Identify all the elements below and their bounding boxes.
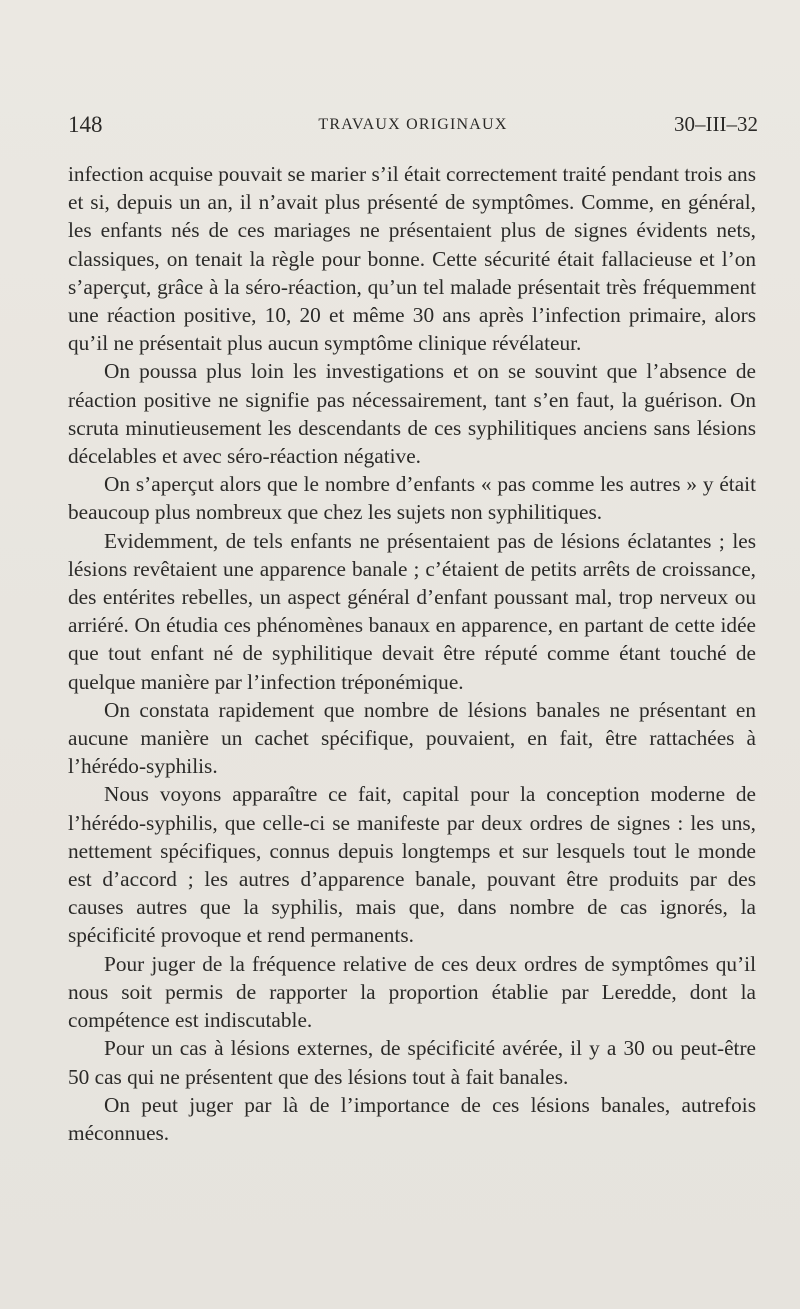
running-head: [68, 112, 758, 144]
paragraph: Pour juger de la fréquence relative de ces deux ordres de symptômes qu’il nous soit permis de rapporter la proportion établie par Leredde, dont la compétence est indiscutable.: [68, 951, 756, 1033]
paragraph: On peut juger par là de l’importance de ces lésions banales, autrefois méconnues.: [68, 1092, 756, 1145]
paragraph: On constata rapidement que nombre de lésions banales ne présentant en aucune manière un cachet spécifique, pouvaient, en fait, être rattachées à l’hérédo-syphilis.: [68, 697, 756, 779]
paragraph: On s’aperçut alors que le nombre d’enfants « pas comme les autres » y était beaucoup plus nombreux que chez les sujets non syphilitiques.: [68, 472, 756, 525]
paragraph: On poussa plus loin les investigations et on se souvint que l’absence de réaction positive ne signifie pas nécessairement, tant s’en faut, la guérison. On scruta minutieusement les descendants de ces syphilitiques anciens sans lésions décelables et avec séro-réaction négative.: [68, 359, 756, 469]
issue-date: 30–III–32: [674, 112, 758, 136]
page-number: 148: [68, 112, 103, 137]
paragraph: Pour un cas à lésions externes, de spécificité avérée, il y a 30 ou peut-être 50 cas qui ne présentent que des lésions tout à fait banales.: [68, 1036, 756, 1089]
paragraph: Evidemment, de tels enfants ne présentaient pas de lésions éclatantes ; les lésions revêtaient une apparence banale ; c’étaient de petits arrêts de croissance, des entérites rebelles, un aspect général d’enfant poussant mal, trop nerveux ou arriéré. On étudia ces phénomènes banaux en apparence, en partant de cette idée que tout enfant né de syphilitique devait être réputé comme étant touché de quelque manière par l’infection tréponémique.: [68, 528, 756, 694]
paragraph-continued: infection acquise pouvait se marier s’il était correctement traité pendant trois ans et si, depuis un an, il n’avait plus présenté de symptômes. Comme, en général, les enfants nés de ces mariages ne présentaient plus de signes évidents nets, classiques, on tenait la règle pour bonne. Cette sécurité était fallacieuse et l’on s’aperçut, grâce à la séro-réaction, qu’un tel malade présentait très fréquemment une réaction positive, 10, 20 et même 30 ans après l’infection primaire, alors qu’il ne présentait plus aucun symptôme clinique révélateur.: [68, 162, 756, 356]
body-text: [68, 160, 756, 1147]
section-title: TRAVAUX ORIGINAUX: [318, 116, 508, 133]
paragraph: Nous voyons apparaître ce fait, capital pour la conception moderne de l’hérédo-syphilis, que celle-ci se manifeste par deux ordres de signes : les uns, nettement spécifiques, connus depuis longtemps et sur lesquels tout le monde est d’accord ; les autres d’apparence banale, pouvant être produits par des causes autres que la syphilis, mais que, dans nombre de cas ignorés, la spécificité provoque et rend permanents.: [68, 782, 756, 948]
